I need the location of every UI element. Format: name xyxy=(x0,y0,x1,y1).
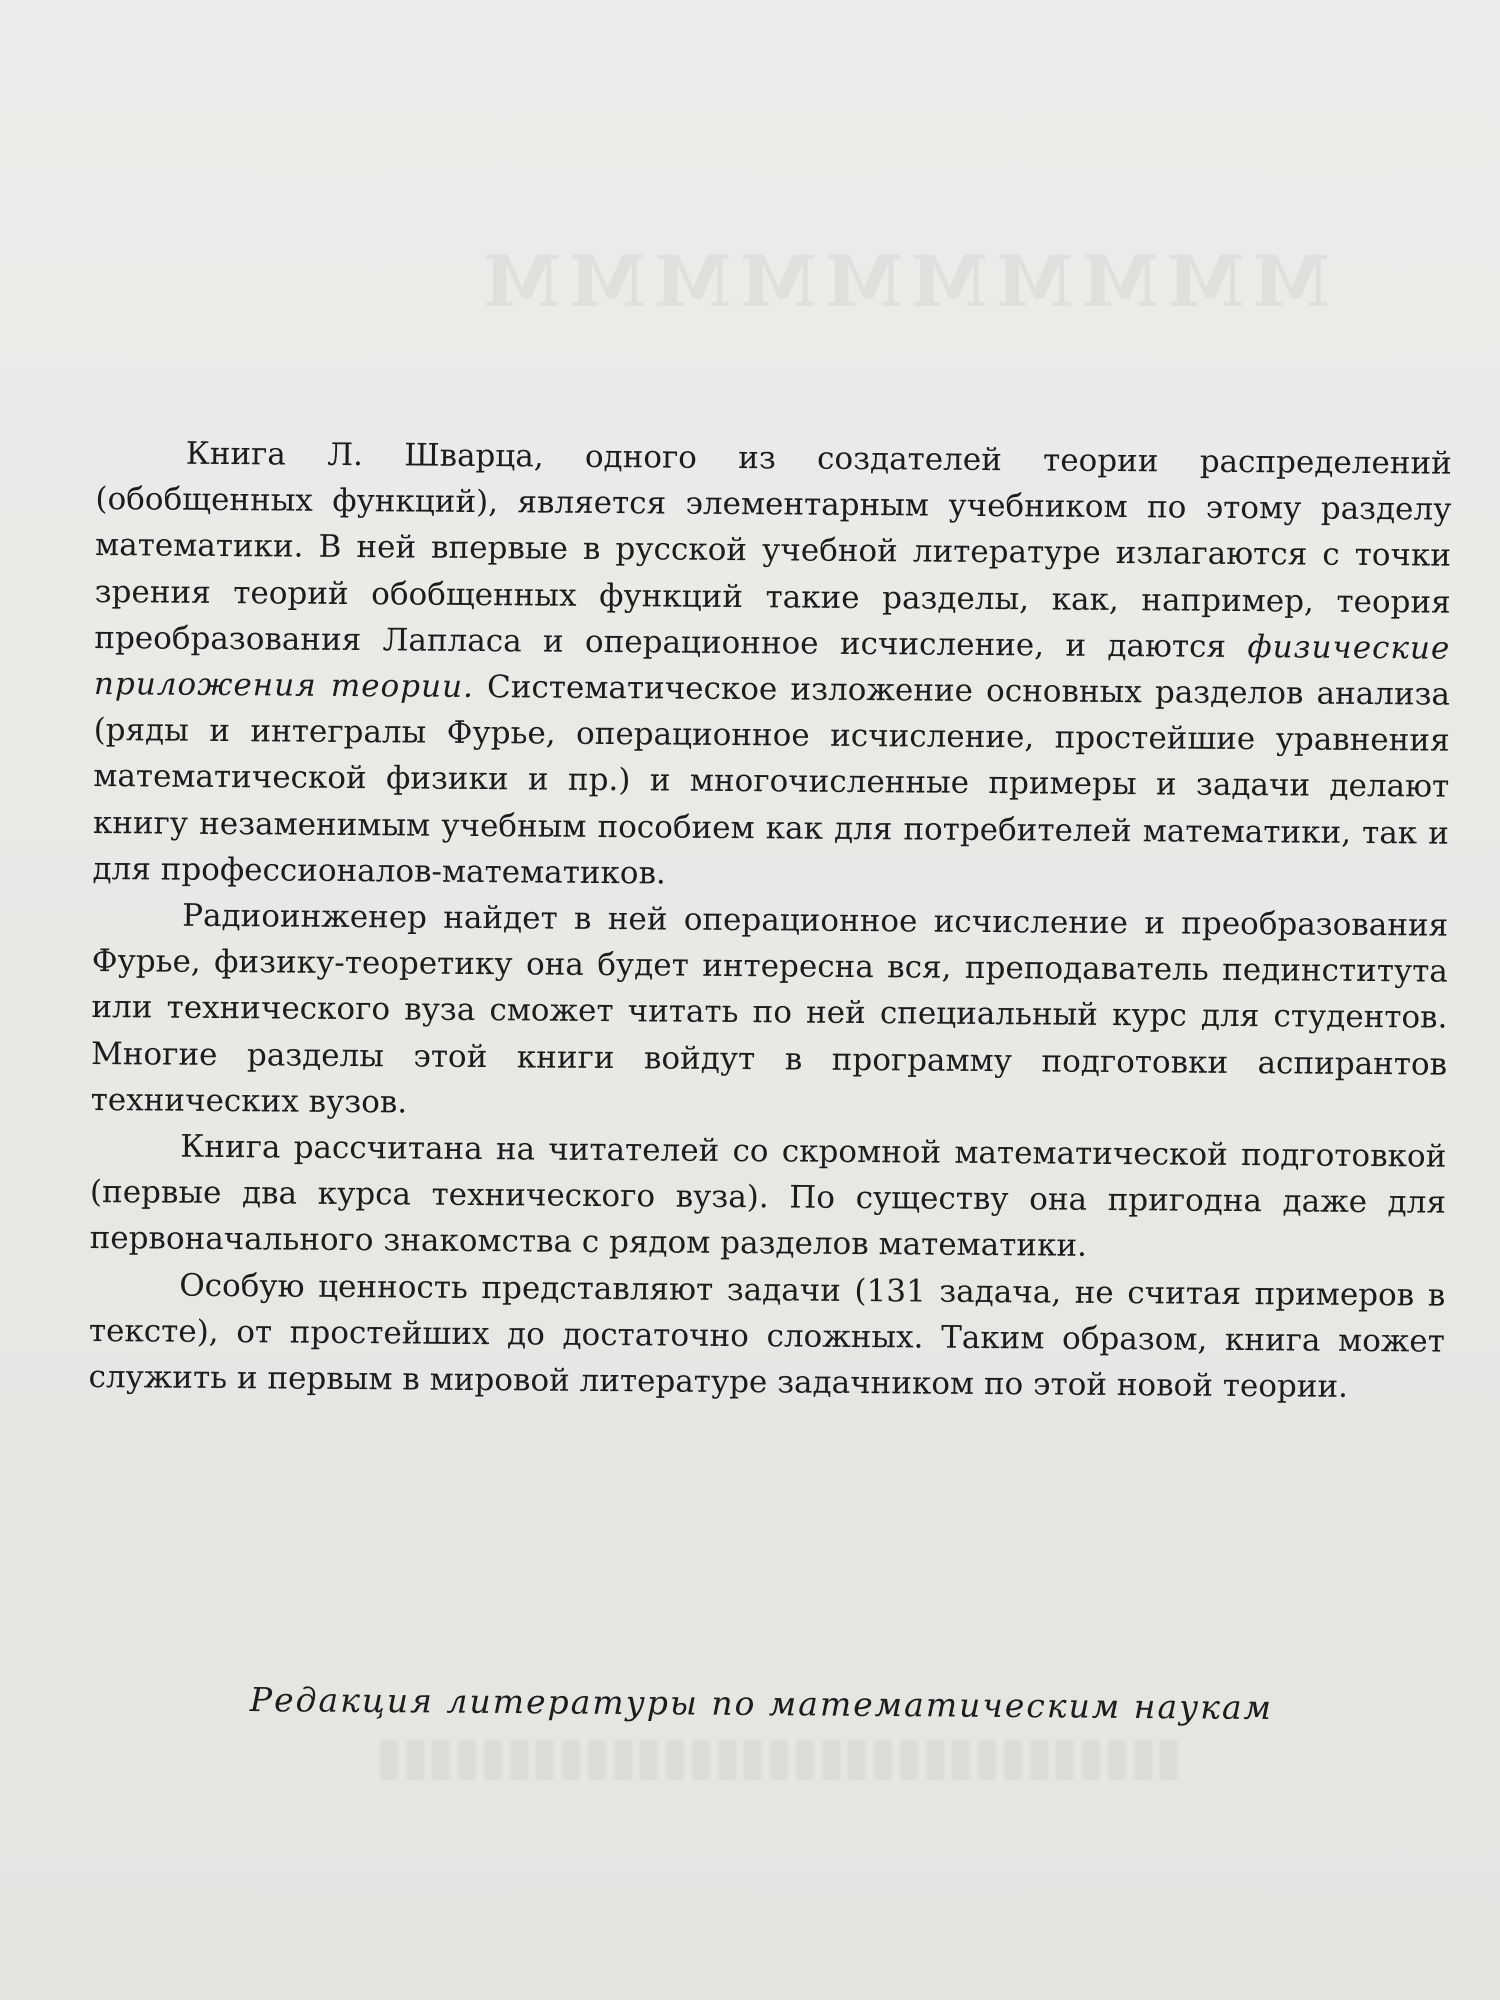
annotation-text xyxy=(88,430,1452,1411)
paragraph-4: Особую ценность представляют задачи (131 задача, не считая примеров в тексте), от простейших до достаточно сложных. Таким образом, книга может служить и первым в мировой литературе задачником по этой новой теории. xyxy=(88,1267,1446,1405)
paragraph-2: Радиоинженер найдет в ней операционное исчисление и преобразования Фурье, физику-теоретику она будет интересна вся, преподаватель пединститута или технического вуза сможет читать по ней специальный курс для студентов. Многие разделы этой книги войдут в программу подготовки аспирантов технических вузов. xyxy=(90,897,1449,1121)
editorial-signature: Редакция литературы по математическим наукам xyxy=(249,1680,1274,1728)
bleed-through-footer xyxy=(380,1740,1180,1780)
paragraph-1-end: Систематическое изложение основных разделов анализа (ряды и интегралы Фурье, операционное исчисление, простейшие уравнения математической физики и пр.) и многочисленные примеры и задачи делают книгу незаменимым учебным пособием как для потребителей математики, так и для профессионалов-математиков. xyxy=(92,668,1451,892)
paragraph-1 xyxy=(92,430,1452,903)
paragraph-1-start: Книга Л. Шварца, одного из создателей теории распределений (обобщенных функций), является элементарным учебником по этому разделу математики. В ней впервые в русской учебной литературе излагаются с точки зрения теорий обобщенных функций такие разделы, как, например, теория преобразования Лапласа и операционное исчисление, и даются xyxy=(94,435,1452,665)
bleed-through-title: ММММММММММ xyxy=(475,240,1330,310)
paragraph-3: Книга рассчитана на читателей со скромной математической подготовкой (первые два курса технического вуза). По существу она пригодна даже для первоначального знакомства с рядом разделов математики. xyxy=(89,1128,1447,1265)
paragraph-1-emphasis: физические приложения теории. xyxy=(93,628,1451,705)
